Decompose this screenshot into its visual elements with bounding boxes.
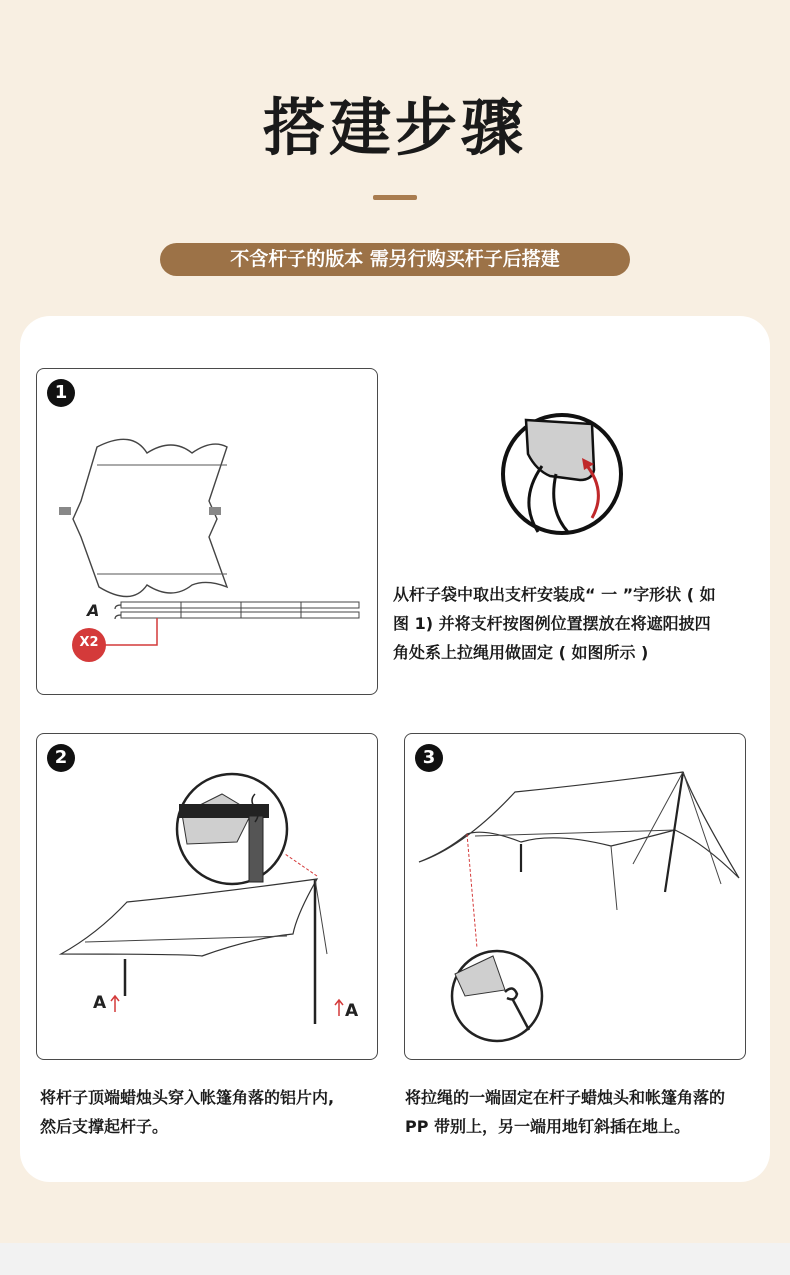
step-3-panel (404, 733, 746, 1060)
pole-label-a: A (87, 601, 100, 620)
pole-label-right: A (345, 1001, 359, 1021)
step-2-description: 将杆子顶端蜡烛头穿入帐篷角落的铝片内, 然后支撑起杆子。 (40, 1088, 335, 1136)
step-2-illustration (37, 734, 379, 1061)
step-3-description: 将拉绳的一端固定在杆子蜡烛头和帐篷角落的 PP 带别上，另一端用地钉斜插在地上。 (405, 1088, 726, 1136)
step-3-illustration (405, 734, 747, 1061)
quantity-badge: X2 (79, 635, 99, 650)
title-divider (373, 195, 417, 200)
step-1-badge: 1 (47, 379, 75, 407)
step-2-badge: 2 (47, 744, 75, 772)
subtitle-pill: 不含杆子的版本 需另行购买杆子后搭建 (160, 243, 630, 276)
step-1-description: 从杆子袋中取出支杆安装成“ 一 ”字形状 ( 如 图 1) 并将支杆按图例位置摆放在将遮阳披四 角处系上拉绳用做固定 ( 如图所示 ) (393, 585, 716, 662)
step-3-badge: 3 (415, 744, 443, 772)
pole-label-left: A (93, 993, 107, 1013)
step-1-panel (36, 368, 378, 695)
step-2-panel (36, 733, 378, 1060)
page-title: 搭建步骤 (262, 91, 527, 164)
step-1-detail-illustration (498, 410, 628, 540)
bottom-strip (0, 1243, 790, 1275)
